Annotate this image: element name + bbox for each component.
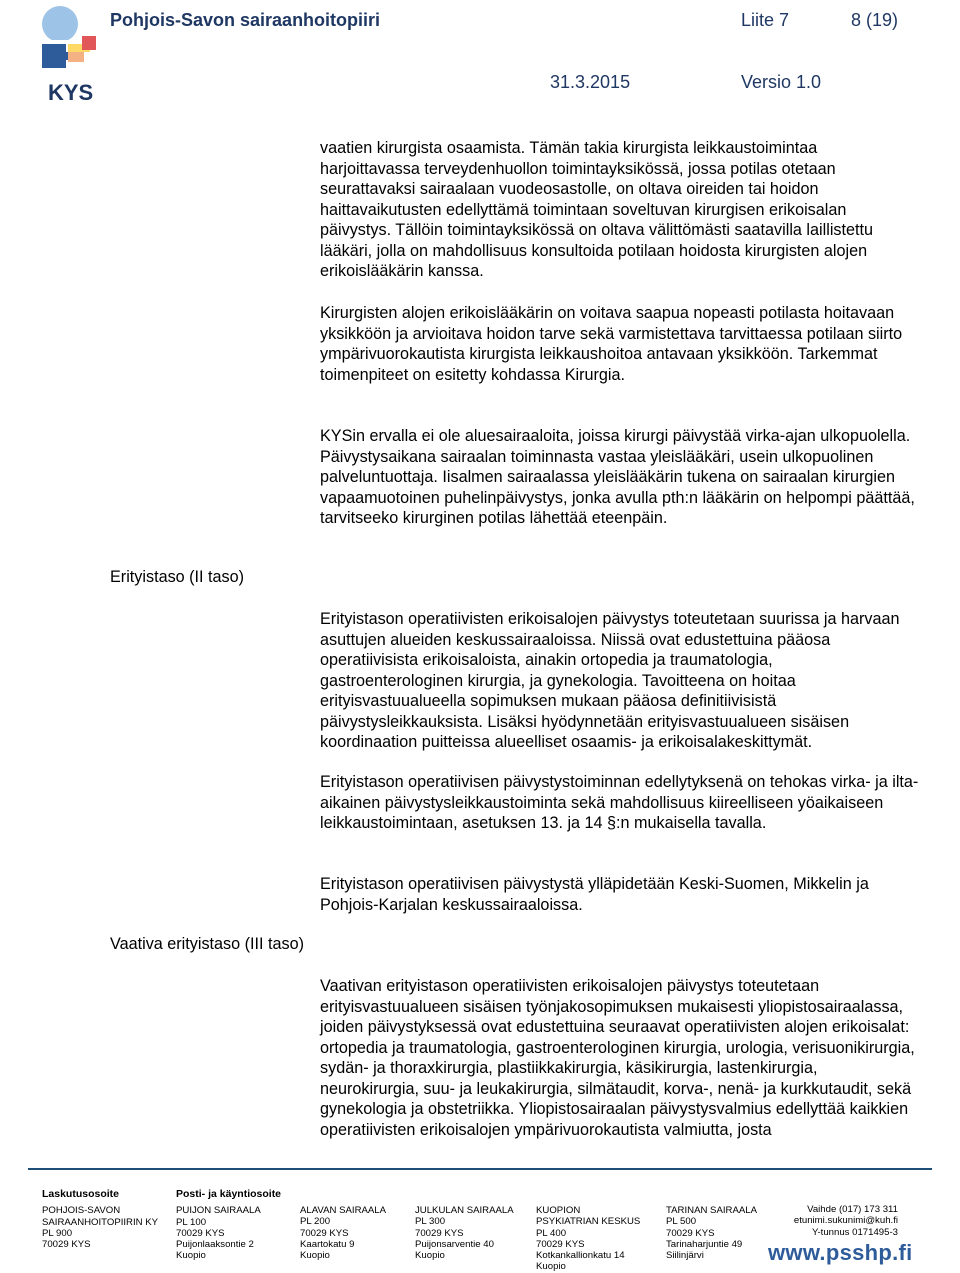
paragraph: Erityistason operatiivisen päivystystoiminnan edellytyksenä on tehokas virka- ja ilta-aikainen päivystysleikkaustoiminta sekä mahdollisuus kiireelliseen yöaikaiseen leikkaustoimintaan, asetuksen 13. ja 14 §:n mukaisella tavalla. [320,773,919,832]
svg-text:KYS: KYS [48,80,94,104]
paragraph: Erityistason operatiivisten erikoisalojen päivystys toteutetaan suurissa ja harvaan asuttujen alueiden keskussairaaloissa. Niissä ovat edustettuina pääosa operatiivisista erikoisaloista, ainakin ortopedia ja traumatologia, gastroenterologinen kirurgia, ja gynekologia. Tavoitteena on hoitaa erityisvastuualueella sopimuksen mukaan pääosa definitiivisistä päivystysleikkauksista. Lisäksi hyödynnetään erityisvastuualueen sisäisen koordinaation puitteissa alueelliset osaamis- ja erikoisalakeskittymät. [320,610,900,751]
paragraph: Vaativan erityistason operatiivisten erikoisalojen päivystys toteutetaan erityisvastuualueen sisäisen työnjakosopimuksen mukaisesti yliopistosairaalassa, joiden päivystyksessä ovat edustettuina seuraavat operatiivisten alojen erikoisalat: ortopedia ja traumatologia, gastroenterologinen kirurgia, urologia, verisuonikirurgia, sydän- ja thoraxkirurgia, plastiikkakirurgia, käsikirurgia, lastenkirurgia, neurokirurgia, suu- ja leukakirurgia, silmätaudit, korva-, nenä- ja kurkkutaudit, sekä gynekologia ja obstetriikka. Yliopistosairaalan päivystysvalmius edellyttää kaikkien operatiivisten erikoisalojen ympärivuorokautista valmiutta, josta [320,977,915,1139]
paragraph: KYSin ervalla ei ole aluesairaaloita, joissa kirurgi päivystää virka-ajan ulkopuolella. Päivystysaikana sairaalan toiminnasta vastaa yleislääkäri, usein ulkopuolinen palveluntuottaja. Iisalmen sairaalassa yleislääkärin tukena on sairaalan kirurgien vapaamuotoinen puhelinpäivystys, jonka avulla pth:n lääkärin on helpompi päättää, tarvitseeko kirurginen potilas lähettää eteenpäin. [320,427,915,527]
kys-logo [38,4,100,104]
business-id: Y-tunnus 0171495-3 [811,1226,898,1238]
footer-alava-address: ALAVAN SAIRAALA PL 200 70029 KYS Kaartokatu 9 Kuopio [300,1205,387,1262]
footer-julkula-address: JULKULAN SAIRAALA PL 300 70029 KYS Puijonsarventie 40 Kuopio [415,1205,514,1262]
phone-number: Vaihde (017) 173 311 [807,1204,898,1215]
footer-psychiatry-address: KUOPION PSYKIATRIAN KESKUS PL 400 70029 KYS Kotkankallionkatu 14 Kuopio [536,1205,641,1273]
appendix-label: Liite 7 [741,10,790,30]
website-link[interactable]: www.psshp.fi [768,1240,913,1265]
paragraph: vaatien kirurgista osaamista. Tämän takia kirurgista leikkaustoimintaa harjoittavassa terveydenhuollon toimintayksikössä, jossa potilas otetaan seurattavaksi sairaalaan vuodeosastolle, on oltava oireiden tai hoidon haittavaikutusten edellyttämä toimintaan soveltuvan kirurgisen erikoisalan päivystys. Tällöin toimintayksikössä on oltava välittömästi saatavilla laillistettu lääkäri, jolla on mahdollisuus konsultoida potilaan hoidosta kirurgisten alojen erikoislääkärin kanssa. [320,139,874,280]
footer-billing-address: Laskutusosoite POHJOIS-SAVON SAIRAANHOITOPIIRIN KY PL 900 70029 KYS [42,1188,159,1251]
document-version: Versio 1.0 [741,72,822,92]
email-address: etunimi.sukunimi@kuh.fi [793,1215,898,1227]
paragraph: Erityistason operatiivisen päivystystä ylläpidetään Keski-Suomen, Mikkelin ja Pohjois-Karjalan keskussairaaloissa. [320,875,869,914]
organization-name: Pohjois-Savon sairaanhoitopiiri [110,10,381,30]
footer-tarina-address: TARINAN SAIRAALA PL 500 70029 KYS Tarinaharjuntie 49 Siilinjärvi [666,1205,757,1262]
page-number: 8 (19) [851,10,899,30]
document-date: 31.3.2015 [550,72,631,92]
footer-divider [28,1168,932,1170]
footer-puijo-address: Posti- ja käyntiosoite PUIJON SAIRAALA PL 100 70029 KYS Puijonlaaksontie 2 Kuopio [176,1188,282,1262]
section-label-vaativa: Vaativa erityistaso (III taso) [110,935,305,953]
section-label-erityistaso: Erityistaso (II taso) [110,568,245,586]
footer-contact [794,1204,898,1238]
paragraph: Kirurgisten alojen erikoislääkärin on voitava saapua nopeasti potilasta hoitavaan yksikköön ja arvioitava hoidon tarve sekä varmistettava tarvittaessa potilaan siirto ympärivuorokautista kirurgista leikkaushoitoa antavaan yksikköön. Tarkemmat toimenpiteet on esitetty kohdassa Kirurgia. [320,304,903,384]
